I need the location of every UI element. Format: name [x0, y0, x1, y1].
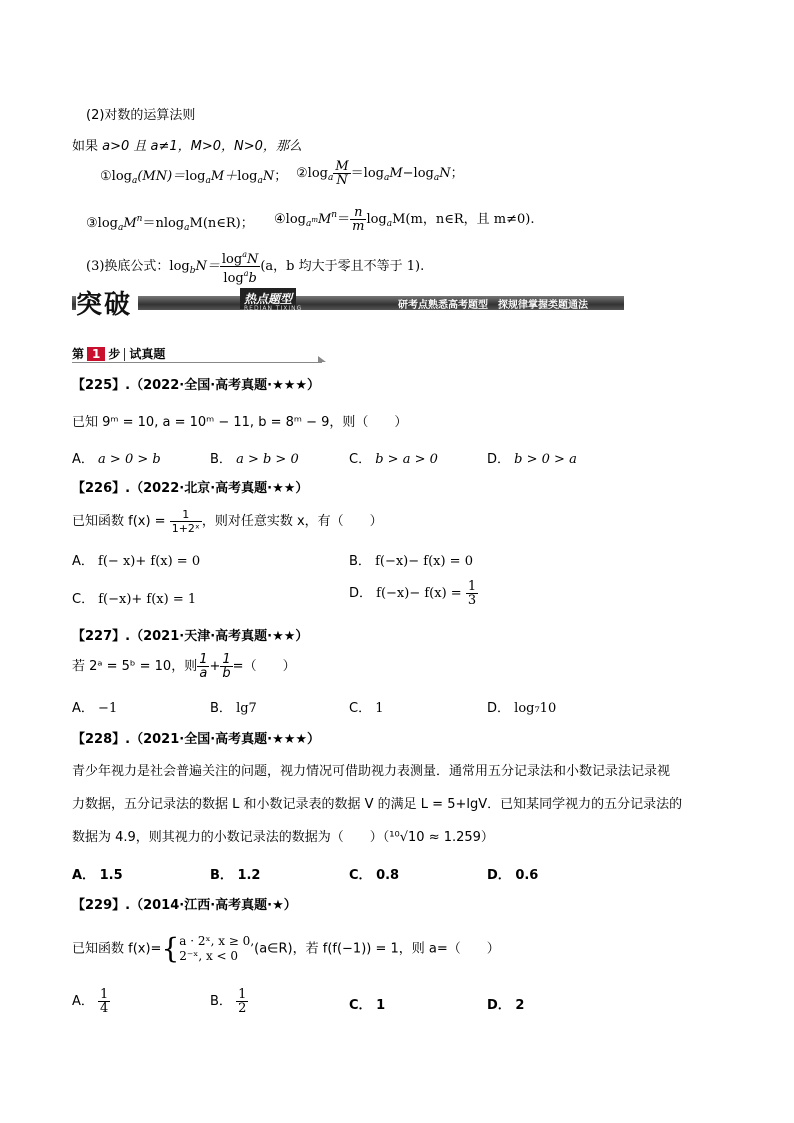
q227-option-c: C． 1 [349, 701, 384, 716]
step-header: 第 1 步 试真题 [72, 345, 326, 363]
q227-stem: 若 2ᵃ = 5ᵇ = 10，则 $\frac{1}{a}$ + $\frac{1}{b}$ =（ ） [72, 652, 296, 681]
banner-title: 突破 [76, 284, 138, 321]
q229-stem: 已知函数 f(x)={ a · 2ˣ, x ≥ 0, 2⁻ˣ, x < 0 (a∈R)，若 f(f(−1)) = 1，则 a=（ ） [72, 932, 500, 965]
q227-option-d: D． log₇10 [487, 701, 557, 716]
q228-line-1: 青少年视力是社会普遍关注的问题，视力情况可借助视力表测量．通常用五分记录法和小数记录法记录视 [72, 764, 671, 779]
q227-option-b: B． lg7 [210, 701, 257, 716]
section-banner [72, 288, 624, 320]
q225-stem: 已知 9ᵐ = 10, a = 10ᵐ − 11, b = 8ᵐ − 9，则（ ） [72, 415, 408, 430]
q226-option-d: D． f(−x)− f(x) = $\frac{1}{3}$ [349, 579, 477, 608]
banner-pinyin: REDIAN TIXING [244, 305, 303, 312]
q226-option-c: C． f(−x)+ f(x) = 1 [72, 592, 197, 607]
change-base: (3)换底公式：$\log_bN=$ $\frac{\log^aN}{\log^ab}$ (a，b 均大于零且不等于 1). [86, 250, 425, 286]
q229-option-a: A． $\frac{1}{4}$ [72, 987, 109, 1016]
q225-header: 【225】.（2022·全国·高考真题·★★★） [72, 378, 321, 393]
condition-line: 如果 a>0 且 a≠1，M>0，N>0，那么 [72, 139, 302, 154]
q228-line-2: 力数据，五分记录法的数据 L 和小数记录表的数据 V 的满足 L = 5+lgV．已知某同学视力的五分记录法的 [72, 797, 683, 812]
rule-1: $①\log_a(MN)=\log_aM+\log_aN$； [100, 169, 288, 186]
step-number-badge: 1 [87, 347, 105, 361]
q229-option-c: C． 1 [349, 998, 386, 1013]
q225-option-a: A． a > 0 > b [72, 452, 161, 467]
q226-option-a: A． f(− x)+ f(x) = 0 [72, 554, 201, 569]
step-underline [72, 362, 322, 363]
step-arrow-icon [318, 356, 326, 362]
rule-3: $③\log_aM^n=nlog_aM(n\in R)$； [86, 214, 254, 233]
q229-header: 【229】.（2014·江西·高考真题·★） [72, 898, 297, 913]
banner-subtitle: 热点题型 [240, 288, 296, 309]
section-heading: (2)对数的运算法则 [86, 108, 196, 123]
q228-line-3: 数据为 4.9，则其视力的小数记录法的数据为（ ）（¹⁰√10 ≈ 1.259） [72, 830, 494, 845]
q229-option-d: D． 2 [487, 998, 525, 1013]
q228-option-c: C． 0.8 [349, 868, 400, 883]
q225-option-d: D． b > 0 > a [487, 452, 577, 467]
q228-header: 【228】.（2021·全国·高考真题·★★★） [72, 732, 321, 747]
q228-option-b: B． 1.2 [210, 868, 261, 883]
q228-option-d: D． 0.6 [487, 868, 539, 883]
q229-option-b: B． $\frac{1}{2}$ [210, 987, 247, 1016]
q225-option-b: B． a > b > 0 [210, 452, 299, 467]
banner-slogan: 研考点熟悉高考题型 探规律掌握类题通法 [398, 300, 588, 311]
q226-header: 【226】.（2022·北京·高考真题·★★） [72, 481, 309, 496]
q227-header: 【227】.（2021·天津·高考真题·★★） [72, 629, 309, 644]
q228-option-a: A． 1.5 [72, 868, 123, 883]
q226-option-b: B． f(−x)− f(x) = 0 [349, 554, 473, 569]
q225-option-c: C． b > a > 0 [349, 452, 438, 467]
rule-4: $④\log_{a^m}M^n=$ $\frac{n}{m}$ $\log_aM(m$，n∈R，且 m≠0). [274, 205, 535, 234]
q226-stem: 已知函数 f(x) = $\frac{1}{\text{1+2ˣ}}$ ，则对任意实数 x，有（ ） [72, 508, 383, 535]
rule-2: $②\log_a$ $\frac{M}{N}$ $=\log_aM-\log_aN$； [296, 159, 464, 188]
q227-option-a: A． −1 [72, 701, 118, 716]
